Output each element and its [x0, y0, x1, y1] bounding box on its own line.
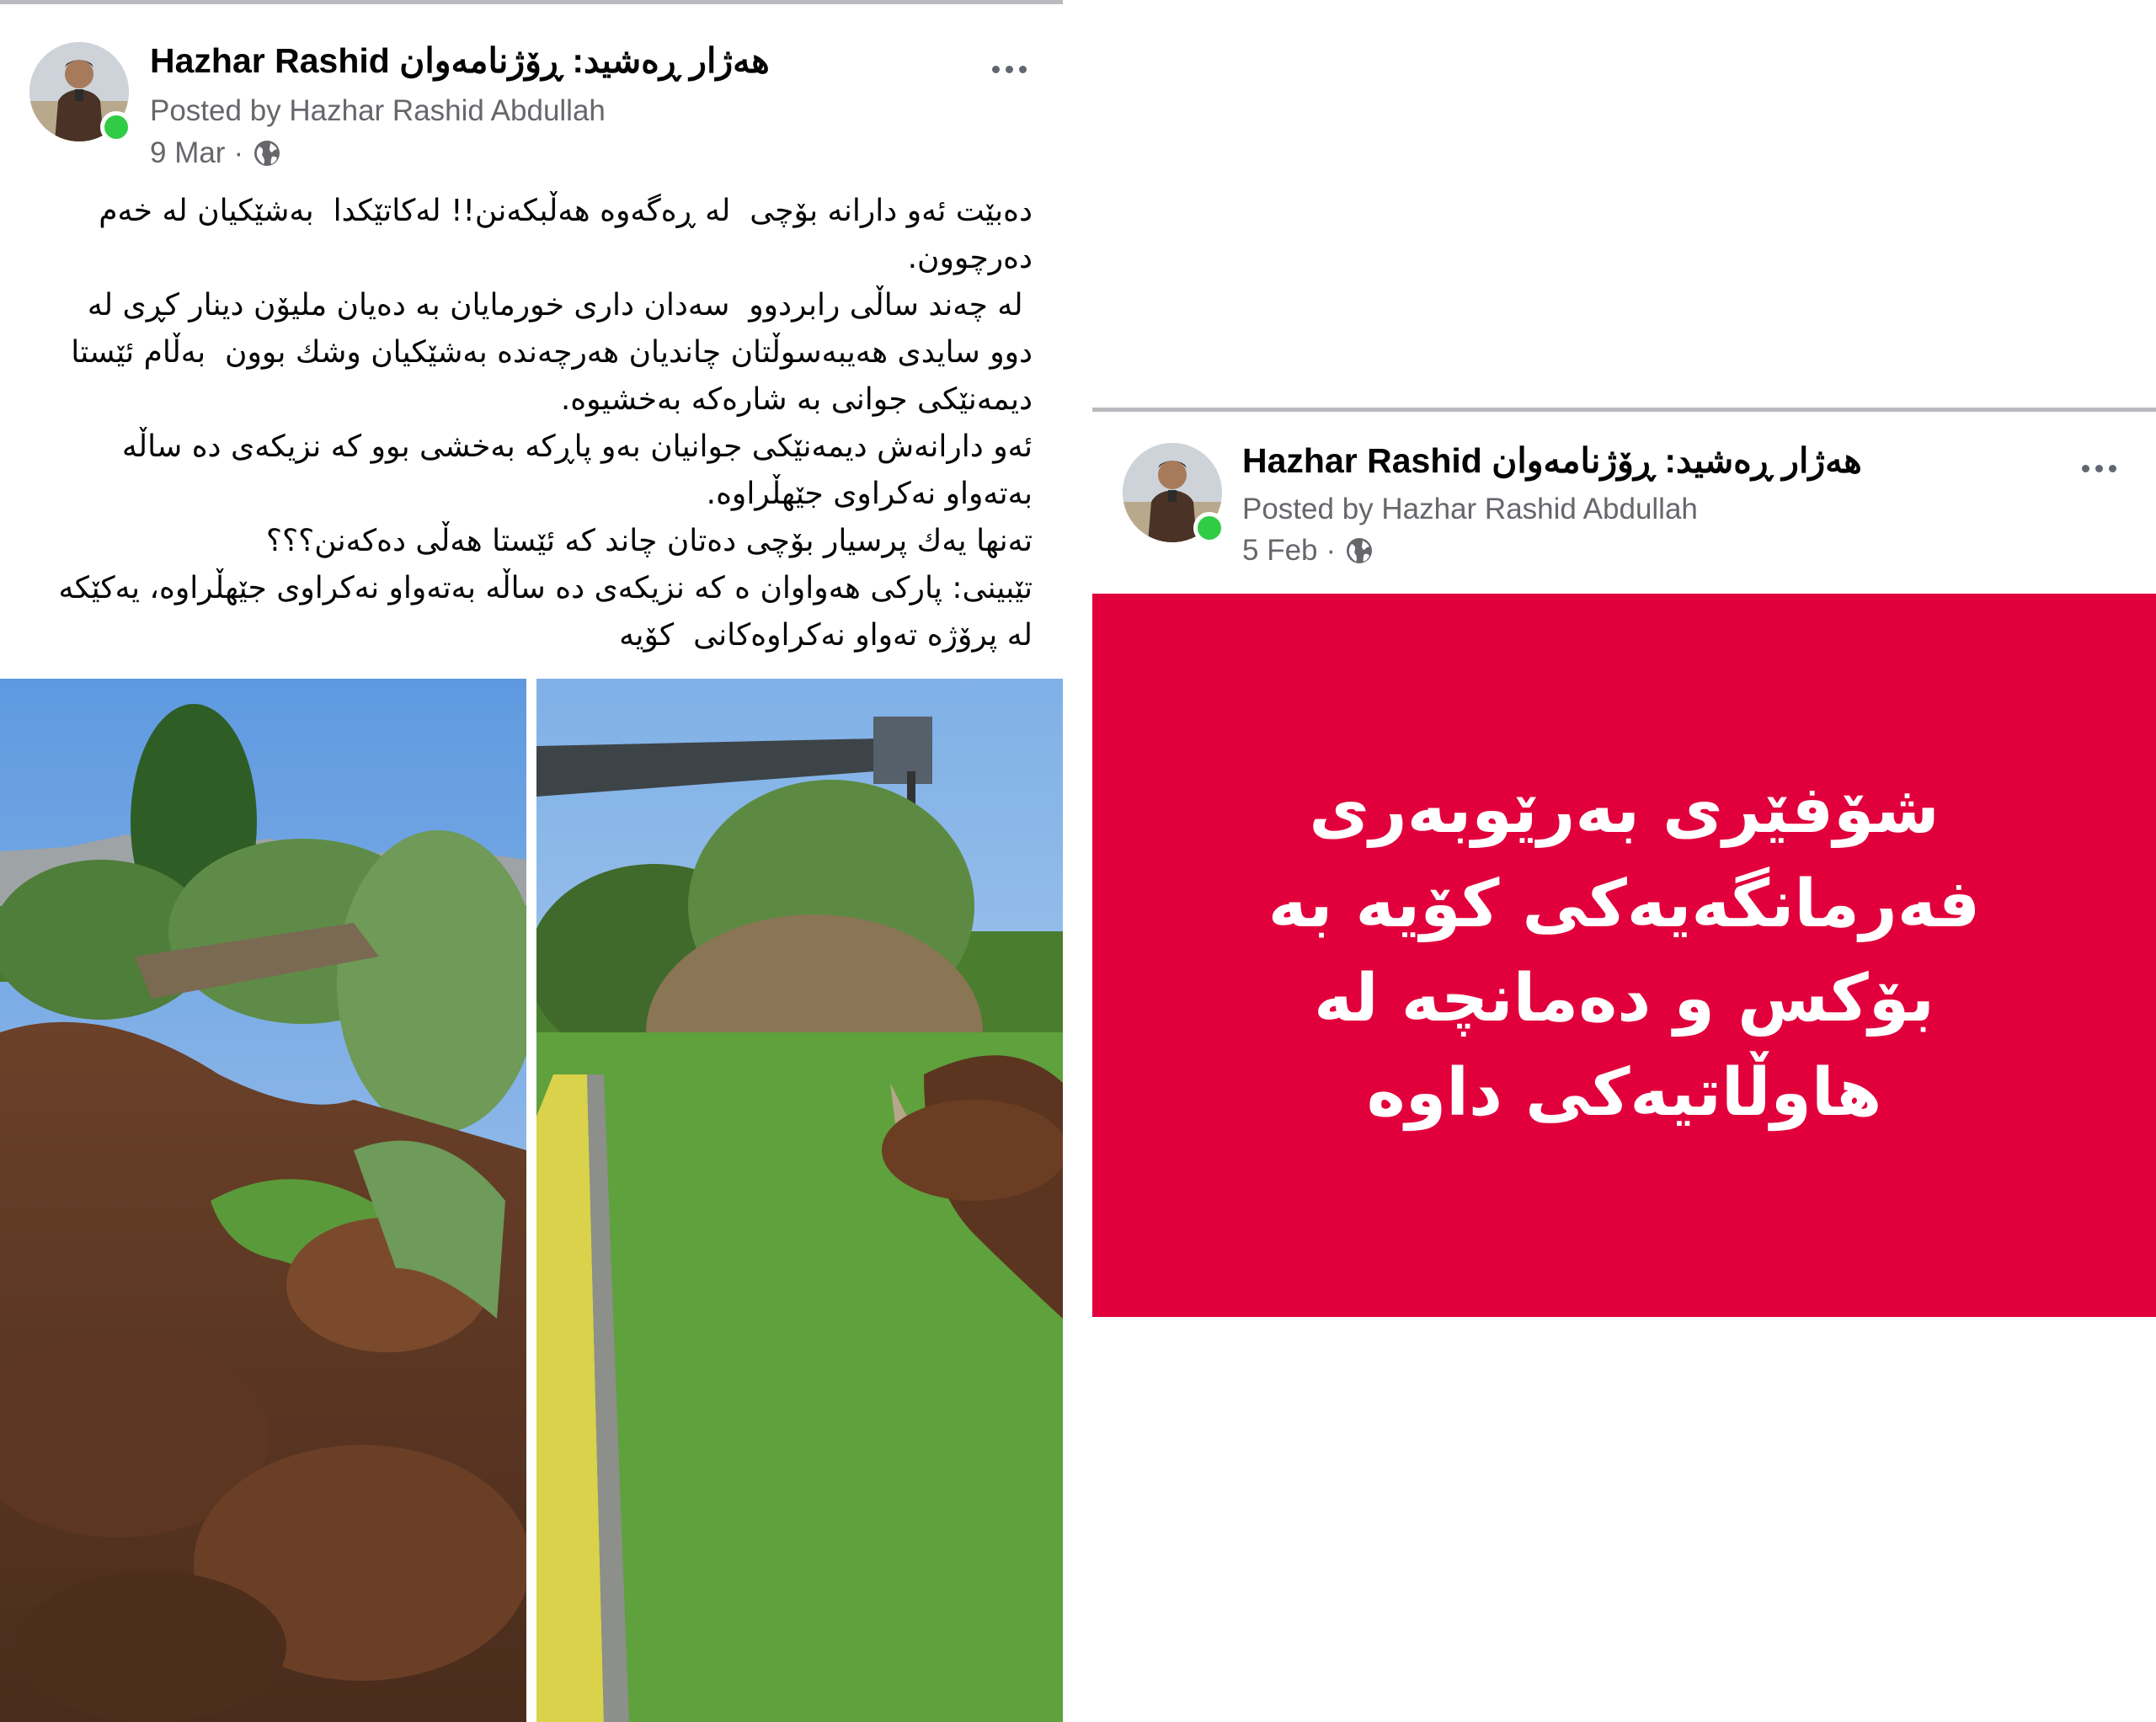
headline-line: هاوڵاتیەکی داوە [1366, 1054, 1882, 1131]
post-text-paragraph: تێبینی: پارکی هەواوان ە کە نزیکەی دە ساڵە بەتەواو نەکراوی جێهڵراوە، یەکێکە لە پرۆژە تەواو نەکراوەکانی کۆیە [49, 571, 1033, 653]
globe-icon [252, 138, 282, 168]
more-options-icon [2082, 465, 2089, 472]
post-photo-uprooted-palms[interactable] [0, 679, 526, 1722]
more-options-icon [992, 66, 1000, 73]
post-meta [1242, 534, 1374, 568]
meta-separator: · [233, 136, 244, 169]
author-name[interactable]: Hazhar Rashid هەژار ڕەشید: ڕۆژنامەوان [1242, 441, 1862, 480]
post-text-paragraph: لە چەند ساڵی رابردوو سەدان داری خورمایان بە دەیان ملیۆن دینار کڕی لە دوو سایدی هەیبەسوڵتان چاندیان هەرچەندە بەشێکیان وشك بوون بەڵام ئێستا دیمەنێکی جوانی بە شارەکە بەخشیوە. [61, 288, 1033, 417]
online-status-dot [100, 111, 132, 143]
author-name[interactable]: Hazhar Rashid هەژار ڕەشید: ڕۆژنامەوان [150, 41, 770, 80]
post-meta [150, 136, 282, 170]
posted-by-label[interactable]: Posted by Hazhar Rashid Abdullah [1242, 493, 1698, 525]
posted-by-label[interactable]: Posted by Hazhar Rashid Abdullah [150, 94, 606, 127]
post-divider [0, 0, 1063, 4]
post-divider [1092, 408, 2156, 412]
author-avatar[interactable] [1123, 443, 1222, 542]
post-date[interactable]: 9 Mar [150, 136, 226, 169]
post-2 [1092, 408, 2156, 1317]
post-date[interactable]: 5 Feb [1242, 534, 1318, 567]
headline-line: بۆکس و دەمانچە لە [1314, 960, 1935, 1037]
news-card-headline [1246, 763, 2004, 1140]
post-text-paragraph: تەنها یەك پرسیار بۆچی دەتان چاند کە ئێستا هەڵی دەکەنن؟؟؟ [265, 524, 1033, 558]
news-card[interactable] [1092, 594, 2156, 1317]
more-options-button[interactable] [979, 52, 1038, 86]
post-text [51, 188, 1033, 659]
post-1 [0, 0, 1063, 1722]
headline-line: فەرمانگەیەکی کۆیە بە [1267, 866, 1981, 942]
post-text-paragraph: ئەو دارانەش دیمەنێکی جوانیان بەو پاڕکە بەخشی بوو کە نزیکەی دە ساڵە بەتەواو نەکراوی جێهڵراوە. [112, 429, 1033, 511]
more-dot [1006, 66, 1013, 73]
post-photo-crane-palm[interactable] [536, 679, 1063, 1722]
more-options-button[interactable] [2069, 451, 2128, 485]
author-avatar[interactable] [29, 42, 129, 141]
online-status-dot [1193, 512, 1225, 544]
meta-separator: · [1326, 534, 1337, 567]
post-text-paragraph: دەبێت ئەو دارانە بۆچی لە ڕەگەوە هەڵبکەنن!! لەکاتێکدا بەشێکیان لە خەم دەرچوون. [88, 194, 1033, 275]
more-dot [2095, 465, 2103, 472]
more-dot [2109, 465, 2116, 472]
globe-icon [1344, 536, 1374, 566]
more-dot [1019, 66, 1027, 73]
headline-line: شۆفێری بەرێوبەری [1309, 771, 1940, 848]
